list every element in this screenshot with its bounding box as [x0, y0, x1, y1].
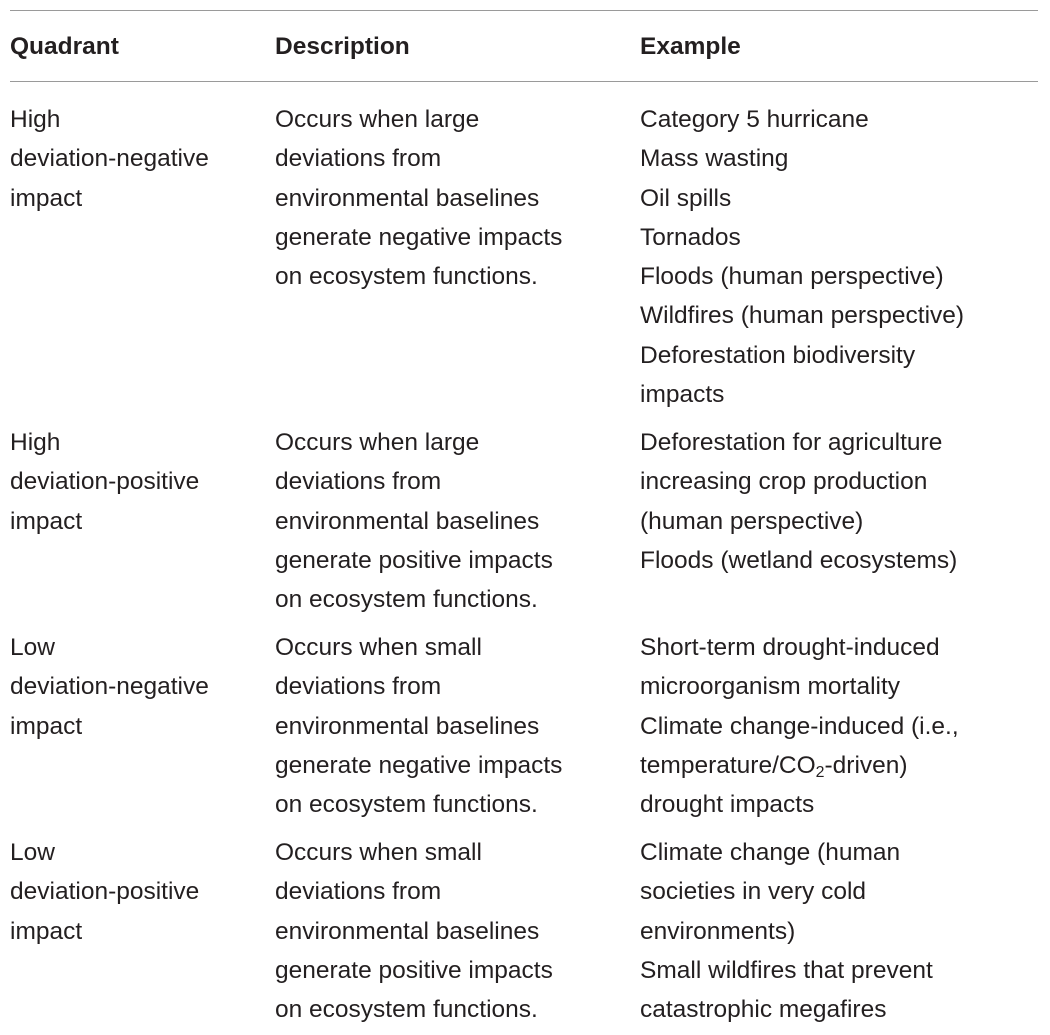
subscript-two: 2 — [815, 763, 825, 781]
description-cell: Occurs when large deviations from environmental baselines generate positive impacts on ecosystem functions. — [275, 429, 553, 614]
quadrant-cell: Low deviation-positive impact — [10, 839, 200, 945]
description-cell: Occurs when large deviations from environmental baselines generate negative impacts on ecosystem functions. — [275, 106, 563, 291]
table-header — [10, 11, 1038, 81]
quadrant-cell: High deviation-negative impact — [10, 106, 209, 212]
example-cell: Climate change (human societies in very cold environments) Small wildfires that prevent catastrophic megafires — [640, 839, 933, 1024]
example-cell: Category 5 hurricane Mass wasting Oil spills Tornados Floods (human perspective) Wildfires (human perspective) Deforestation biodiversity impacts — [640, 106, 965, 409]
header-quadrant: Quadrant — [10, 33, 119, 60]
description-cell: Occurs when small deviations from environmental baselines generate positive impacts on ecosystem functions. — [275, 839, 553, 1024]
header-rule — [10, 81, 1038, 82]
quadrant-cell: Low deviation-negative impact — [10, 634, 209, 740]
header-example: Example — [640, 33, 741, 60]
description-cell: Occurs when small deviations from environmental baselines generate negative impacts on ecosystem functions. — [275, 634, 563, 819]
table — [10, 10, 1038, 1024]
quadrant-cell: High deviation-positive impact — [10, 429, 200, 535]
header-description: Description — [275, 33, 410, 60]
example-cell: Short-term drought-induced microorganism mortality Climate change-induced (i.e., temperature/$CO_2-driven$) drought impacts — [640, 634, 959, 819]
example-cell: Deforestation for agriculture increasing crop production (human perspective) Floods (wetland ecosystems) — [640, 429, 958, 574]
